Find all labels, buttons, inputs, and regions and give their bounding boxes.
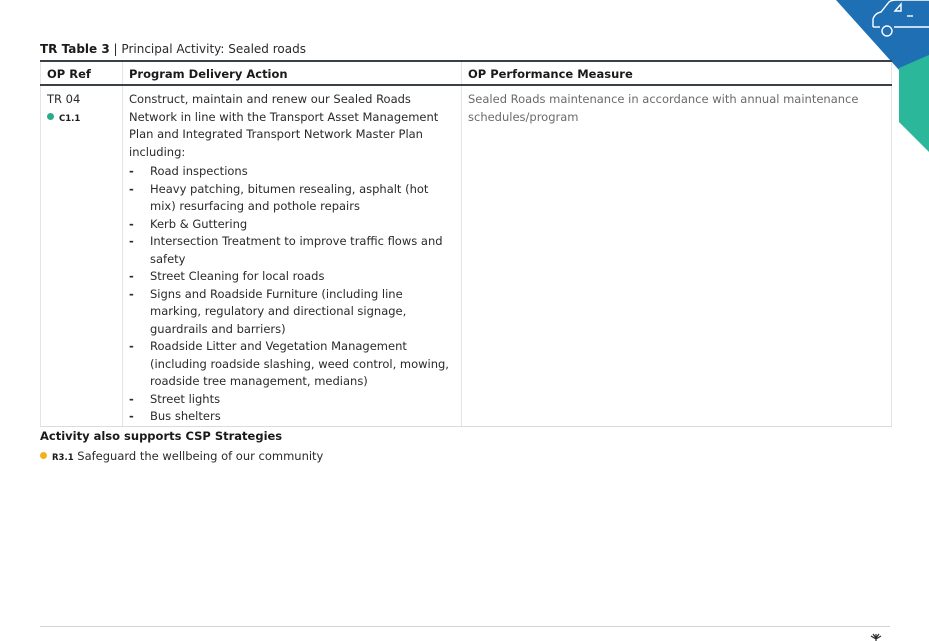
op-ref-cell bbox=[41, 85, 123, 426]
header-op-ref: OP Ref bbox=[41, 61, 123, 85]
table-header-row bbox=[41, 61, 892, 85]
table-title-text: Principal Activity: Sealed roads bbox=[121, 42, 306, 56]
op-ref-code bbox=[47, 109, 116, 129]
list-item: - Heavy patching, bitumen resealing, asphalt (hot mix) resurfacing and pothole repairs bbox=[129, 181, 455, 216]
list-item: - Street Cleaning for local roads bbox=[129, 268, 455, 286]
list-item: - Road inspections bbox=[129, 163, 455, 181]
table-title bbox=[40, 42, 306, 56]
supports-strategy-item bbox=[40, 449, 323, 463]
list-item: - Roadside Litter and Vegetation Management (including roadside slashing, weed control, mowing, roadside tree management, medians) bbox=[129, 338, 455, 391]
header-op-performance-measure: OP Performance Measure bbox=[462, 61, 892, 85]
table-title-separator: | bbox=[113, 42, 118, 56]
supports-text: Safeguard the wellbeing of our community bbox=[77, 449, 324, 463]
list-item: - Bus shelters bbox=[129, 408, 455, 426]
action-intro: Construct, maintain and renew our Sealed Roads Network in line with the Transport Asset Management Plan and Integrated Transport Network Master Plan including: bbox=[129, 92, 439, 159]
op-ref-code-label: C1.1 bbox=[59, 113, 81, 124]
table-title-label: TR Table 3 bbox=[40, 42, 110, 56]
performance-measure-cell: Sealed Roads maintenance in accordance with annual maintenance schedules/program bbox=[462, 85, 892, 426]
supports-code: R3.1 bbox=[52, 453, 74, 463]
list-item: - Signs and Roadside Furniture (including line marking, regulatory and directional signage, guardrails and barriers) bbox=[129, 286, 455, 339]
table-row bbox=[41, 85, 892, 426]
corner-green-shape bbox=[899, 55, 929, 152]
list-item: - Street lights bbox=[129, 391, 455, 409]
list-item: - Kerb & Guttering bbox=[129, 216, 455, 234]
logo-mark-icon bbox=[869, 633, 883, 641]
activity-table bbox=[40, 60, 892, 427]
footer-divider bbox=[40, 626, 890, 627]
supports-heading: Activity also supports CSP Strategies bbox=[40, 429, 283, 443]
green-dot-icon bbox=[47, 113, 54, 120]
list-item: - Intersection Treatment to improve traffic flows and safety bbox=[129, 233, 455, 268]
header-program-delivery-action: Program Delivery Action bbox=[123, 61, 462, 85]
op-ref-value: TR 04 bbox=[47, 92, 81, 106]
action-list bbox=[129, 163, 455, 426]
program-delivery-action-cell bbox=[123, 85, 462, 426]
yellow-dot-icon bbox=[40, 452, 47, 459]
